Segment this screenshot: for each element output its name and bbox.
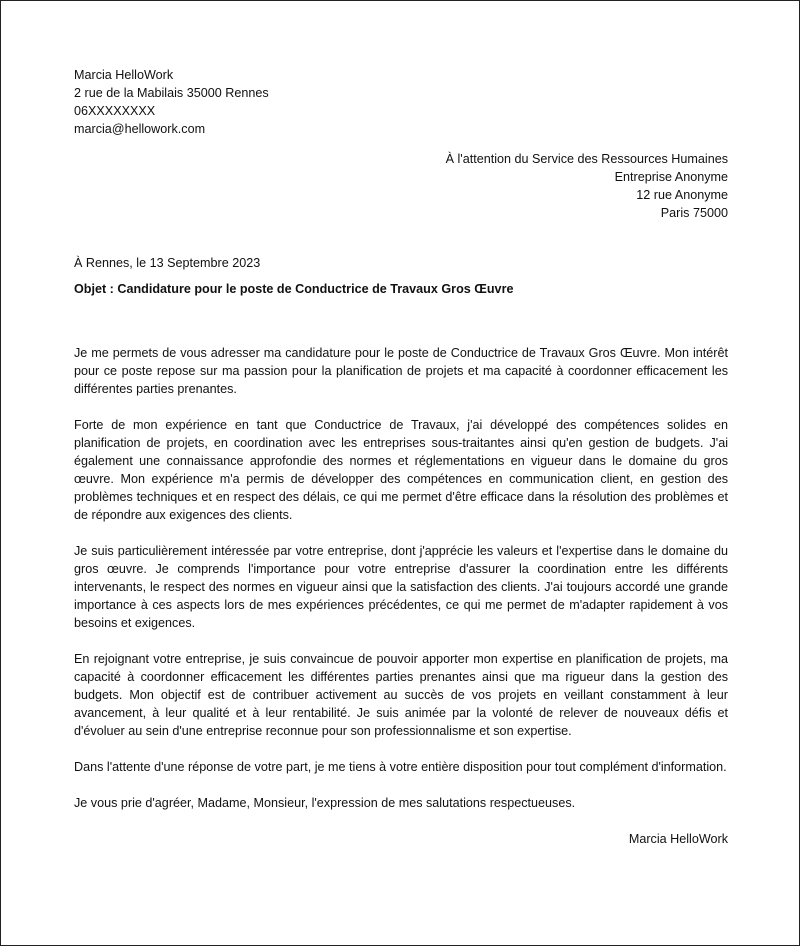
sender-address: 2 rue de la Mabilais 35000 Rennes: [74, 86, 269, 100]
body-paragraph-4: En rejoignant votre entreprise, je suis convaincue de pouvoir apporter mon expertise en planification de projets, ma capacité à coordonner efficacement les différentes parties prenantes ainsi que ma rigueur dans la gestion des budgets. Mon objectif est de contribuer activement au succès de vos projets en veillant constamment à leur avancement, à leur qualité et à leur rentabilité. Je suis animée par la volonté de relever de nouveaux défis et d'évoluer au sein d'une entreprise reconnue pour son professionnalisme et son expertise.: [74, 652, 728, 738]
recipient-company: Entreprise Anonyme: [614, 170, 728, 184]
recipient-city: Paris 75000: [660, 206, 728, 220]
sender-phone: 06XXXXXXXX: [74, 104, 156, 118]
letter-body: [74, 344, 728, 812]
sender-name: Marcia HelloWork: [74, 68, 174, 82]
recipient-street: 12 rue Anonyme: [636, 188, 728, 202]
signature: Marcia HelloWork: [628, 832, 728, 846]
sender-block: [74, 66, 728, 138]
subject-line: Objet : Candidature pour le poste de Conductrice de Travaux Gros Œuvre: [74, 282, 514, 296]
body-paragraph-2: Forte de mon expérience en tant que Conductrice de Travaux, j'ai développé des compétences solides en planification de projets, en coordination avec les entreprises sous-traitantes ainsi qu'en gestion de budgets. J'ai également une connaissance approfondie des normes et réglementations en vigueur dans le domaine du gros œuvre. Mon expérience m'a permis de développer des compétences en communication client, en gestion des problèmes techniques et en respect des délais, ce qui me permet d'être efficace dans la résolution des problèmes et de répondre aux exigences des clients.: [74, 418, 728, 522]
body-paragraph-5: Dans l'attente d'une réponse de votre part, je me tiens à votre entière disposition pour tout complément d'information.: [74, 760, 727, 774]
recipient-attention: À l'attention du Service des Ressources Humaines: [445, 152, 728, 166]
date-line: À Rennes, le 13 Septembre 2023: [74, 256, 261, 270]
body-paragraph-3: Je suis particulièrement intéressée par votre entreprise, dont j'apprécie les valeurs et l'expertise dans le domaine du gros œuvre. Je comprends l'importance pour votre entreprise d'assurer la coordination entre les différents intervenants, le respect des normes en vigueur ainsi que la satisfaction des clients. J'ai toujours accordé une grande importance à ces aspects lors de mes expériences précédentes, ce qui me permet de m'adapter rapidement à vos besoins et exigences.: [74, 544, 728, 630]
letter-content: [74, 66, 728, 848]
body-paragraph-6: Je vous prie d'agréer, Madame, Monsieur, l'expression de mes salutations respectueuses.: [74, 796, 576, 810]
recipient-block: [74, 150, 728, 222]
sender-email: marcia@hellowork.com: [74, 122, 206, 136]
body-paragraph-1: Je me permets de vous adresser ma candidature pour le poste de Conductrice de Travaux Gros Œuvre. Mon intérêt pour ce poste repose sur ma passion pour la planification de projets et ma capacité à coordonner efficacement les différentes parties prenantes.: [74, 346, 728, 396]
